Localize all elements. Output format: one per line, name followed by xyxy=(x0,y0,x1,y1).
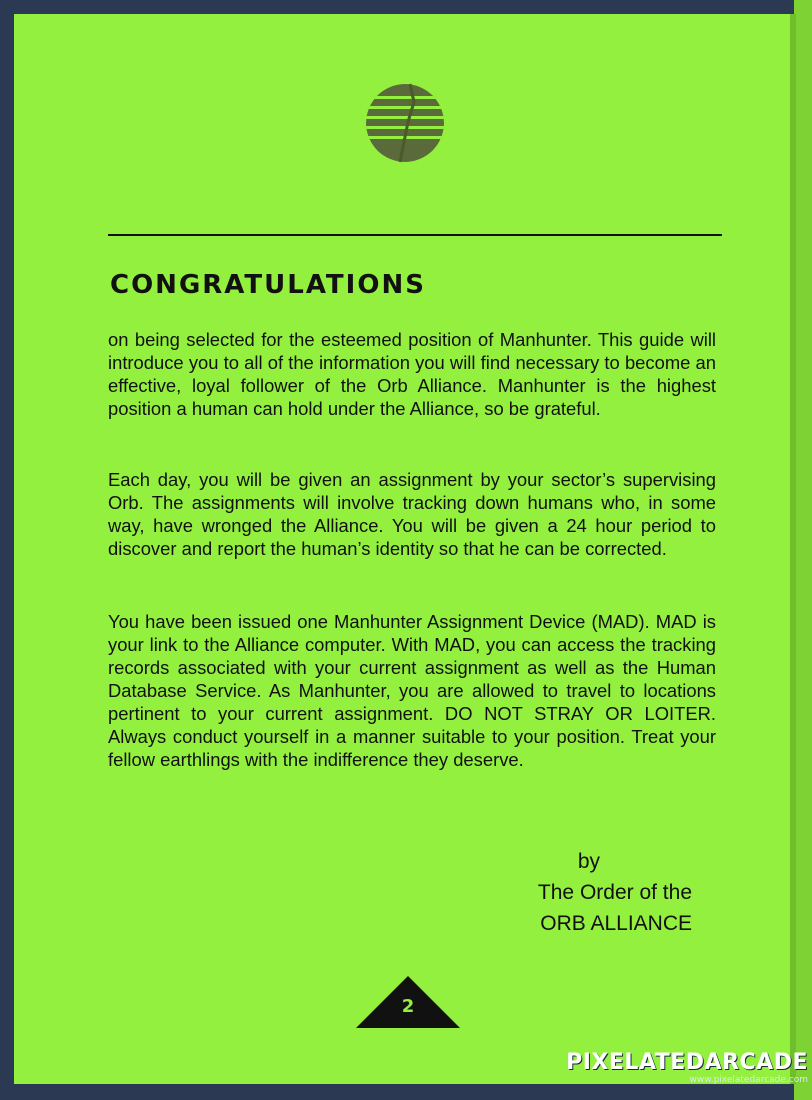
watermark xyxy=(566,1051,808,1086)
assignment-paragraph: Each day, you will be given an assignment by your sector’s supervising Orb. The assignments will involve tracking down humans who, in some way, have wronged the Alliance. You will be given a 24 hour period to discover and report the human’s identity so that he can be corrected. xyxy=(108,469,716,559)
divider-rule xyxy=(108,234,722,236)
signature-by: by xyxy=(577,850,600,873)
device-paragraph: You have been issued one Manhunter Assignment Device (MAD). MAD is your link to the Alliance computer. With MAD, you can access the tracking records associated with your current assignment as well as the Human Database Service. As Manhunter, you are allowed to travel to locations pertinent to your current assignment. DO NOT STRAY OR LOITER. Always conduct yourself in a manner suitable to your position. Treat your fellow earthlings with the indifference they deserve. xyxy=(108,611,716,770)
signature-line-2: ORB ALLIANCE xyxy=(540,912,692,935)
orb-logo-icon xyxy=(364,82,446,164)
page-heading: CONGRATULATIONS xyxy=(110,270,426,300)
watermark-name: PIXELATEDARCADE xyxy=(566,1050,808,1075)
page-edge-shadow xyxy=(790,14,796,1084)
signature-line-1: The Order of the xyxy=(537,881,692,904)
signature-block xyxy=(538,846,692,939)
intro-paragraph: on being selected for the esteemed position of Manhunter. This guide will introduce you to all of the information you will find necessary to become an effective, loyal follower of the Orb Alliance. Manhunter is the highest position a human can hold under the Alliance, so be grateful. xyxy=(108,329,716,419)
page-number: 2 xyxy=(401,996,415,1017)
page-edge xyxy=(794,0,812,1100)
watermark-url: www.pixelatedarcade.com xyxy=(689,1075,808,1085)
